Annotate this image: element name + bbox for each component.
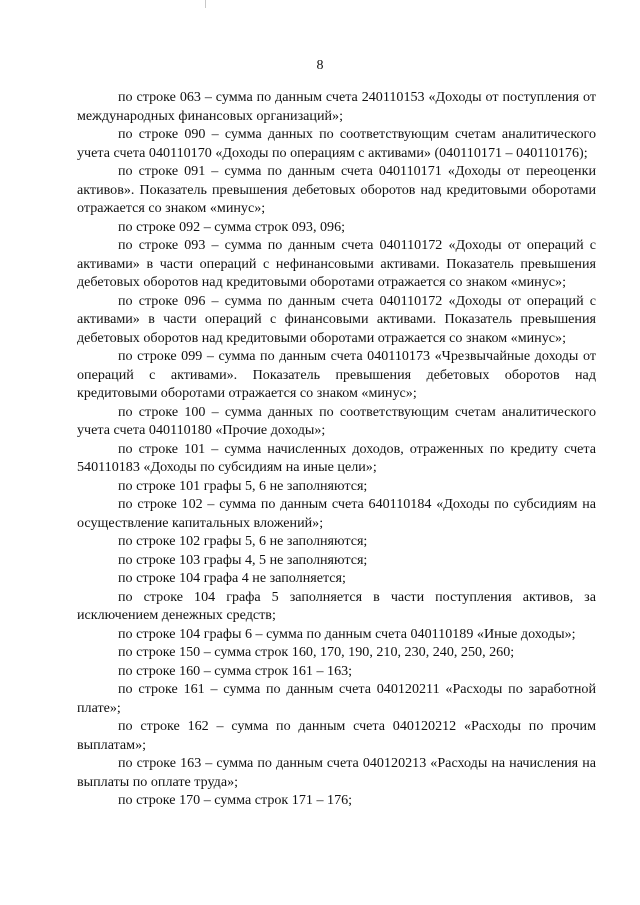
document-body — [77, 88, 596, 810]
paragraph: по строке 160 – сумма строк 161 – 163; — [118, 662, 353, 679]
paragraph: по строке 161 – сумма по данным счета 040120211 «Расходы по заработной плате»; — [77, 681, 596, 716]
page-number: 8 — [316, 58, 324, 73]
paragraph: по строке 093 – сумма по данным счета 040110172 «Доходы от операций с активами» в части операций с нефинансовыми активами. Показатель превышения дебетовых оборотов над кредитовыми оборотами отражается со знаком «минус»; — [77, 237, 596, 290]
paragraph: по строке 101 графы 5, 6 не заполняются; — [118, 477, 368, 494]
scan-mark — [205, 0, 206, 8]
paragraph: по строке 102 – сумма по данным счета 640110184 «Доходы по субсидиям на осуществление капитальных вложений»; — [77, 496, 596, 531]
paragraph: по строке 101 – сумма начисленных доходов, отраженных по кредиту счета 540110183 «Доходы по субсидиям на иные цели»; — [77, 440, 596, 475]
paragraph: по строке 090 – сумма данных по соответствующим счетам аналитического учета счета 040110170 «Доходы по операциям с активами» (040110171 – 040110176); — [77, 126, 596, 161]
paragraph: по строке 103 графы 4, 5 не заполняются; — [118, 551, 368, 568]
paragraph: по строке 104 графа 5 заполняется в части поступления активов, за исключением денежных средств; — [77, 588, 596, 623]
paragraph: по строке 150 – сумма строк 160, 170, 190, 210, 230, 240, 250, 260; — [118, 644, 515, 660]
paragraph: по строке 170 – сумма строк 171 – 176; — [118, 792, 353, 808]
paragraph: по строке 102 графы 5, 6 не заполняются; — [118, 533, 368, 549]
paragraph: по строке 091 – сумма по данным счета 040110171 «Доходы от переоценки активов». Показатель превышения дебетовых оборотов над кредитовыми оборотами отражается со знаком «минус»; — [77, 163, 596, 216]
paragraph: по строке 100 – сумма данных по соответствующим счетам аналитического учета счета 040110180 «Прочие доходы»; — [77, 403, 596, 438]
paragraph: по строке 099 – сумма по данным счета 040110173 «Чрезвычайные доходы от операций с активами». Показатель превышения дебетовых оборотов над кредитовыми оборотами отражается со знаком «минус»; — [77, 348, 596, 401]
paragraph: по строке 063 – сумма по данным счета 240110153 «Доходы от поступления от международных финансовых организаций»; — [77, 89, 596, 124]
paragraph: по строке 092 – сумма строк 093, 096; — [118, 218, 346, 235]
paragraph: по строке 096 – сумма по данным счета 040110172 «Доходы от операций с активами» в части операций с финансовыми активами. Показатель превышения дебетовых оборотов над кредитовыми оборотами отражается со знаком «минус»; — [77, 292, 596, 346]
paragraph: по строке 104 графа 4 не заполняется; — [118, 570, 346, 586]
paragraph: по строке 163 – сумма по данным счета 040120213 «Расходы на начисления на выплаты по оплате труда»; — [77, 755, 596, 790]
paragraph: по строке 104 графы 6 – сумма по данным счета 040110189 «Иные доходы»; — [118, 625, 576, 642]
paragraph: по строке 162 – сумма по данным счета 040120212 «Расходы по прочим выплатам»; — [77, 718, 596, 753]
